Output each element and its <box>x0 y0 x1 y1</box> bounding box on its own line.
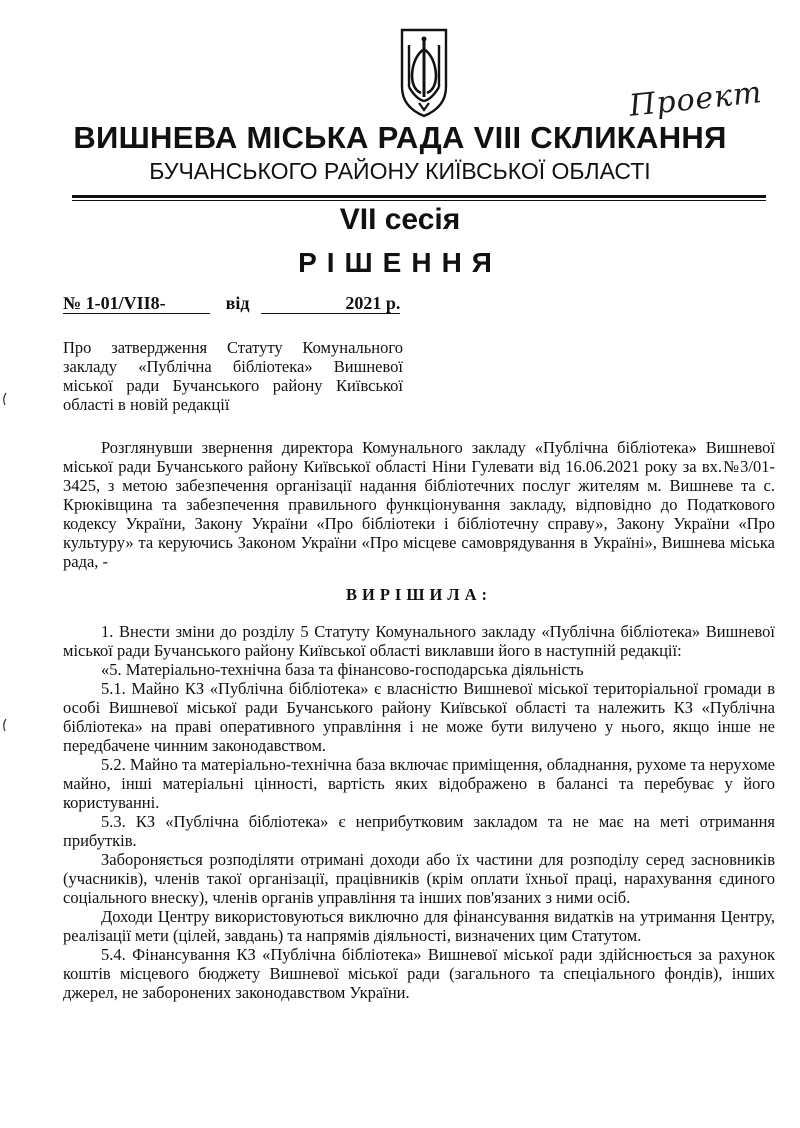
council-title: ВИШНЕВА МІСЬКА РАДА VIII СКЛИКАННЯ <box>73 120 727 155</box>
body-paragraph: «5. Матеріально-технічна база та фінансово-господарська діяльність <box>101 660 584 679</box>
decision-body <box>63 438 775 1002</box>
preamble-paragraph: Розглянувши звернення директора Комунального закладу «Публічна бібліотека» Вишневої міської ради Бучанського району Київської області Ніни Гулевати від 16.06.2021 року за вх.№3/01-3425, з метою забезпечення організації надання бібліотечних послуг жителям м. Вишневе та с. Крюківщина та забезпечення правильного функціонування закладу, відповідно до Податкового кодексу України, Закону України «Про бібліотеки і бібліотечну справу», Закону України «Про культуру» та керуючись Законом України «Про місцеве самоврядування в Україні», Вишнева міська рада, - <box>63 438 775 571</box>
district-subtitle: БУЧАНСЬКОГО РАЙОНУ КИЇВСЬКОЇ ОБЛАСТІ <box>149 158 651 184</box>
header-divider-thin <box>72 200 766 201</box>
decision-number-field <box>63 293 210 314</box>
coat-of-arms-icon <box>399 27 449 119</box>
decision-number-prefix: № 1-01/VІІ8- <box>63 293 166 313</box>
scan-edge-mark <box>0 718 8 732</box>
decision-title: РІШЕННЯ <box>298 247 502 278</box>
decision-subject: Про затвердження Статуту Комунального закладу «Публічна бібліотека» Вишневої міської ради Бучанського району Київської області в новій редакції <box>63 338 403 414</box>
decision-year: 2021 р. <box>345 293 401 313</box>
decision-number-line <box>63 293 400 314</box>
body-paragraph: 5.2. Майно та матеріально-технічна база включає приміщення, обладнання, рухоме та нерухоме майно, інші матеріальні цінності, вартість яких відображено в балансі та перебуває у його користуванні. <box>63 755 775 812</box>
body-paragraph: Доходи Центру використовуються виключно для фінансування видатків на утримання Центру, реалізації мети (цілей, завдань) та напрямів діяльності, визначених цим Статутом. <box>63 907 775 945</box>
body-paragraph: Забороняється розподіляти отримані доходи або їх частини для розподілу серед засновників (учасників), членів такої організації, працівників (крім оплати їхньої праці, нарахування єдиного соціального внеску), членів органів управління та інших пов'язаних з ними осіб. <box>63 850 775 907</box>
resolved-heading: ВИРІШИЛА: <box>346 585 492 604</box>
handwritten-draft-note: Проект <box>627 75 765 124</box>
decision-date-field <box>261 293 400 314</box>
header-divider <box>72 195 766 198</box>
body-paragraph: 1. Внести зміни до розділу 5 Статуту Комунального закладу «Публічна бібліотека» Вишневої міської ради Бучанського району Київської області виклавши його в наступній редакції: <box>63 622 775 660</box>
date-from-label: від <box>225 293 250 313</box>
body-paragraph: 5.3. КЗ «Публічна бібліотека» є неприбутковим закладом та не має на меті отримання прибутків. <box>63 812 775 850</box>
body-paragraph: 5.4. Фінансування КЗ «Публічна бібліотека» Вишневої міської ради здійснюється за рахунок коштів місцевого бюджету Вишневої міської ради (загального та спеціального фондів), інших джерел, не заборонених законодавством України. <box>63 945 775 1002</box>
session-title: VІІ сесія <box>339 203 461 236</box>
body-paragraph: 5.1. Майно КЗ «Публічна бібліотека» є власністю Вишневої міської територіальної громади в особі Вишневої міської ради Бучанського району Київської області та належить КЗ «Публічна бібліотека» на праві оперативного управління і не може бути вилучено у нього, якщо інше не передбачене чинним законодавством. <box>63 679 775 755</box>
scan-edge-mark <box>0 392 8 406</box>
